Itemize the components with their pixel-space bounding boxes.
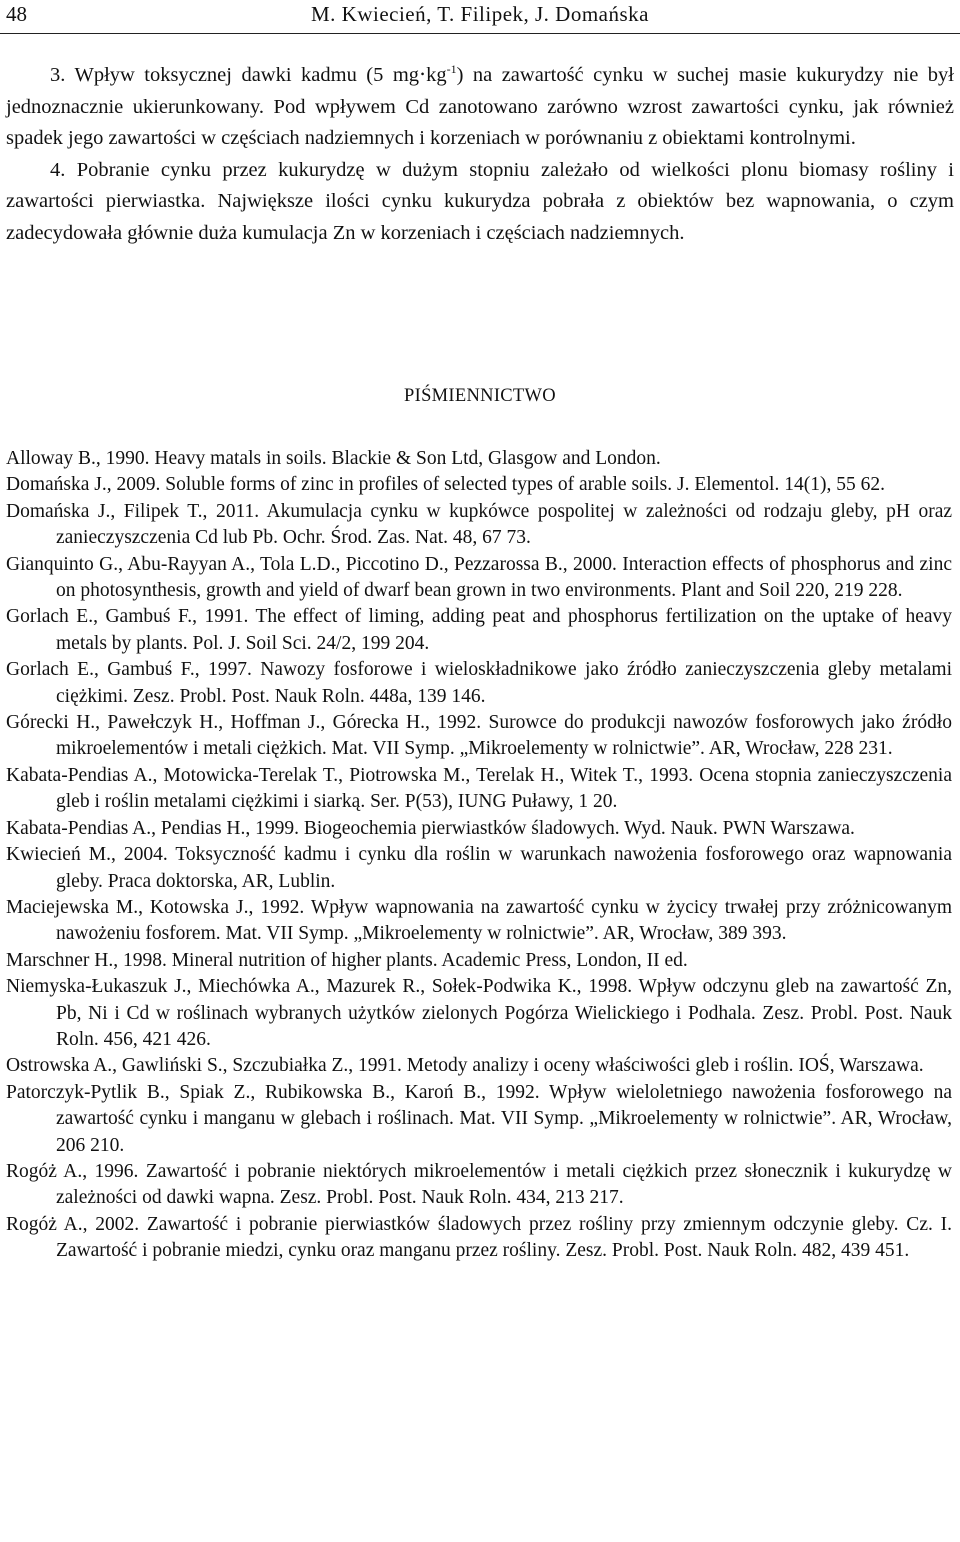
reference-item: Domańska J., 2009. Soluble forms of zinc in profiles of selected types of arable soils. J. Elementol. 14(1), 55 62.: [6, 474, 885, 496]
reference-item: Patorczyk-Pytlik B., Spiak Z., Rubikowska B., Karoń B., 1992. Wpływ wieloletniego nawożenia fosforowego na zawartość cynku i manganu w glebach i roślinach. Mat. VII Symp. „Mikroelementy w rolnictwie”. AR, Wrocław, 206 210.: [6, 1081, 952, 1156]
conclusion-3: 3. Wpływ toksycznej dawki kadmu (5 $mg\cdot kg^{-1}$) na zawartość cynku w suchej masie kukurydzy nie był jednoznacznie ukierunkowany. Pod wpływem Cd zanotowano zarówno wzrost zawartości cynku, jak również spadek jego zawartości w częściach nadziemnych i korzeniach w porównaniu z obiektami kontrolnymi.: [6, 62, 954, 150]
conclusion-4: 4. Pobranie cynku przez kukurydzę w dużym stopniu zależało od wielkości plonu biomasy rośliny i zawartości pierwiastka. Największe ilości cynku kukurydza pobrała z obiektów bez wapnowania, o czym zadecydowała głównie duża kumulacja Zn w korzeniach i częściach nadziemnych.: [6, 158, 954, 244]
reference-item: Gorlach E., Gambuś F., 1997. Nawozy fosforowe i wieloskładnikowe jako źródło zanieczyszczenia gleby metalami ciężkimi. Zesz. Probl. Post. Nauk Roln. 448a, 139 146.: [6, 659, 952, 707]
conclusion-3-unit: kg: [426, 64, 447, 86]
reference-item: Alloway B., 1990. Heavy matals in soils. Blackie & Son Ltd, Glasgow and London.: [6, 448, 661, 469]
page-number: 48: [6, 2, 27, 26]
conclusion-3-start: 3. Wpływ toksycznej dawki kadmu (5 mg: [50, 64, 420, 86]
reference-item: Kabata-Pendias A., Pendias H., 1999. Biogeochemia pierwiastków śladowych. Wyd. Nauk. PWN Warszawa.: [6, 817, 855, 839]
conclusion-3-rest: ) na zawartość cynku w suchej masie kukurydzy nie był jednoznacznie ukierunkowany. Pod wpływem Cd zanotowano zarówno wzrost zawartości cynku, jak również spadek jego zawartości w częściach nadziemnych i korzeniach w porównaniu z obiektami kontrolnymi.: [6, 64, 954, 150]
reference-item: Niemyska-Łukaszuk J., Miechówka A., Mazurek R., Sołek-Podwika K., 1998. Wpływ odczynu gleb na zawartość Zn, Pb, Ni i Cd w roślinach wybranych użytków zielonych Pogórza Wielickiego i Podhala. Zesz. Probl. Post. Nauk Roln. 456, 421 426.: [6, 976, 952, 1050]
conclusion-3-exponent: -1: [446, 62, 457, 76]
running-head-authors: M. Kwiecień, T. Filipek, J. Domańska: [310, 2, 649, 26]
reference-item: Marschner H., 1998. Mineral nutrition of higher plants. Academic Press, London, II ed.: [6, 949, 688, 971]
header-rule: [0, 33, 960, 34]
references-list: [6, 446, 952, 1265]
reference-item: Kwiecień M., 2004. Toksyczność kadmu i cynku dla roślin w warunkach nawożenia fosforowego oraz wapnowania gleby. Praca doktorska, AR, Lublin.: [6, 844, 952, 892]
reference-item: Kabata-Pendias A., Motowicka-Terelak T., Piotrowska M., Terelak H., Witek T., 1993. Ocena stopnia zanieczyszczenia gleb i roślin metalami ciężkimi i siarką. Ser. P(53), IUNG Puławy, 1 20.: [6, 764, 952, 813]
reference-item: Maciejewska M., Kotowska J., 1992. Wpływ wapnowania na zawartość cynku w życicy trwałej przy zróżnicowanym nawożeniu fosforem. Mat. VII Symp. „Mikroelementy w rolnictwie”. AR, Wrocław, 389 393.: [6, 896, 952, 945]
reference-item: Gianquinto G., Abu-Rayyan A., Tola L.D., Piccotino D., Pezzarossa B., 2000. Interaction effects of phosphorus and zinc on photosynthesis, growth and yield of dwarf bean grown in two environments. Plant and Soil 220, 219 228.: [6, 553, 952, 602]
reference-item: Rogóż A., 2002. Zawartość i pobranie pierwiastków śladowych przez rośliny przy zmiennym odczynie gleby. Cz. I. Zawartość i pobranie miedzi, cynku oraz manganu przez rośliny. Zesz. Probl. Post. Nauk Roln. 482, 439 451.: [6, 1213, 952, 1262]
reference-item: Górecki H., Pawełczyk H., Hoffman J., Górecka H., 1992. Surowce do produkcji nawozów fosforowych jako źródło mikroelementów i metali ciężkich. Mat. VII Symp. „Mikroelementy w rolnictwie”. AR, Wrocław, 228 231.: [6, 712, 952, 760]
reference-item: Domańska J., Filipek T., 2011. Akumulacja cynku w kupkówce pospolitej w zależności od rodzaju gleby, pH oraz zanieczyszczenia Cd lub Pb. Ochr. Środ. Zas. Nat. 48, 67 73.: [6, 500, 952, 549]
reference-item: Ostrowska A., Gawliński S., Szczubiałka Z., 1991. Metody analizy i oceny właściwości gleb i roślin. IOŚ, Warszawa.: [6, 1055, 924, 1077]
conclusions-section: [6, 60, 954, 250]
reference-item: Rogóż A., 1996. Zawartość i pobranie niektórych mikroelementów i metali ciężkich przez słonecznik i kukurydzę w zależności od dawki wapna. Zesz. Probl. Post. Nauk Roln. 434, 213 217.: [6, 1160, 952, 1209]
page-header: [0, 0, 960, 34]
reference-item: Gorlach E., Gambuś F., 1991. The effect of liming, adding peat and phosphorus fertilization on the uptake of heavy metals by plants. Pol. J. Soil Sci. 24/2, 199 204.: [6, 606, 952, 654]
references-heading: PIŚMIENNICTWO: [404, 386, 556, 406]
